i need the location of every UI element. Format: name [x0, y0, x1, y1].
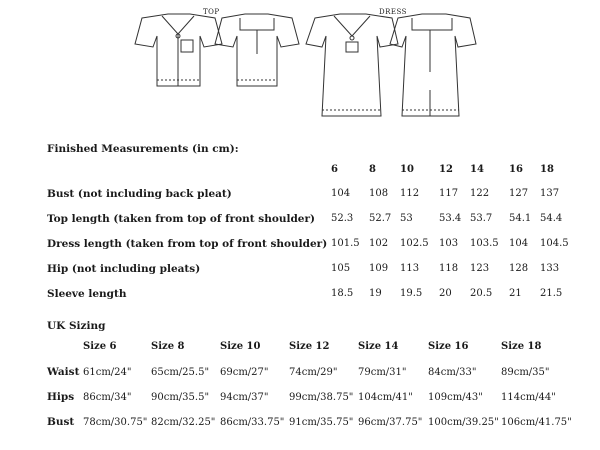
cell: 89cm/35" [501, 367, 550, 378]
cell: 102.5 [400, 238, 429, 249]
cell: 101.5 [331, 238, 360, 249]
top-front-drawing [135, 14, 222, 86]
cell: 118 [439, 263, 459, 274]
cell: 53.7 [470, 213, 493, 224]
uk-header-size-14: Size 14 [358, 341, 399, 352]
cell: 122 [470, 188, 490, 199]
cell: 94cm/37" [220, 392, 269, 403]
cell: 86cm/33.75" [220, 417, 285, 428]
cell: 104 [331, 188, 351, 199]
size-header-18: 18 [540, 164, 554, 175]
cell: 109 [369, 263, 389, 274]
garment-illustrations [0, 0, 600, 118]
uk-sizing-title: UK Sizing [47, 320, 106, 332]
size-header-16: 16 [509, 164, 523, 175]
row-label-bust: Bust (not including back pleat) [47, 188, 232, 200]
cell: 18.5 [331, 288, 354, 299]
cell: 133 [540, 263, 560, 274]
cell: 79cm/31" [358, 367, 407, 378]
cell: 99cm/38.75" [289, 392, 354, 403]
size-header-6: 6 [331, 164, 338, 175]
uk-header-size-16: Size 16 [428, 341, 469, 352]
cell: 103 [439, 238, 459, 249]
cell: 123 [470, 263, 490, 274]
uk-header-size-6: Size 6 [83, 341, 117, 352]
cell: 127 [509, 188, 529, 199]
uk-header-size-8: Size 8 [151, 341, 185, 352]
cell: 54.4 [540, 213, 563, 224]
uk-header-size-12: Size 12 [289, 341, 330, 352]
cell: 109cm/43" [428, 392, 483, 403]
cell: 20.5 [470, 288, 493, 299]
uk-row-label-bust: Bust [47, 416, 75, 428]
cell: 108 [369, 188, 389, 199]
dress-back-drawing [390, 14, 476, 116]
cell: 52.7 [369, 213, 392, 224]
cell: 21.5 [540, 288, 563, 299]
uk-header-size-18: Size 18 [501, 341, 542, 352]
cell: 128 [509, 263, 529, 274]
cell: 104.5 [540, 238, 569, 249]
cell: 137 [540, 188, 560, 199]
size-header-12: 12 [439, 164, 453, 175]
cell: 100cm/39.25" [428, 417, 499, 428]
top-caption: TOP [203, 8, 220, 16]
cell: 82cm/32.25" [151, 417, 216, 428]
cell: 117 [439, 188, 459, 199]
dress-caption: DRESS [379, 8, 407, 16]
garment-drawings [0, 0, 600, 118]
cell: 61cm/24" [83, 367, 132, 378]
cell: 54.1 [509, 213, 532, 224]
cell: 78cm/30.75" [83, 417, 148, 428]
uk-row-label-waist: Waist [47, 366, 80, 378]
size-header-10: 10 [400, 164, 414, 175]
cell: 112 [400, 188, 420, 199]
cell: 52.3 [331, 213, 354, 224]
cell: 102 [369, 238, 389, 249]
cell: 105 [331, 263, 351, 274]
finished-measurements-title: Finished Measurements (in cm): [47, 143, 239, 155]
uk-row-label-hips: Hips [47, 391, 75, 403]
cell: 114cm/44" [501, 392, 556, 403]
cell: 86cm/34" [83, 392, 132, 403]
uk-header-size-10: Size 10 [220, 341, 261, 352]
cell: 103.5 [470, 238, 499, 249]
cell: 74cm/29" [289, 367, 338, 378]
cell: 96cm/37.75" [358, 417, 423, 428]
cell: 53 [400, 213, 413, 224]
cell: 53.4 [439, 213, 462, 224]
row-label-top-length: Top length (taken from top of front shoulder) [47, 213, 315, 225]
cell: 113 [400, 263, 420, 274]
row-label-sleeve-length: Sleeve length [47, 288, 127, 300]
cell: 104 [509, 238, 529, 249]
cell: 69cm/27" [220, 367, 269, 378]
row-label-hip: Hip (not including pleats) [47, 263, 201, 275]
size-header-8: 8 [369, 164, 376, 175]
cell: 19 [369, 288, 382, 299]
cell: 90cm/35.5" [151, 392, 210, 403]
cell: 21 [509, 288, 522, 299]
cell: 65cm/25.5" [151, 367, 210, 378]
row-label-dress-length: Dress length (taken from top of front shoulder) [47, 238, 328, 250]
cell: 91cm/35.75" [289, 417, 354, 428]
cell: 106cm/41.75" [501, 417, 572, 428]
cell: 20 [439, 288, 452, 299]
cell: 19.5 [400, 288, 423, 299]
cell: 104cm/41" [358, 392, 413, 403]
cell: 84cm/33" [428, 367, 477, 378]
dress-front-drawing [306, 14, 398, 116]
size-header-14: 14 [470, 164, 484, 175]
top-back-drawing [215, 14, 299, 86]
